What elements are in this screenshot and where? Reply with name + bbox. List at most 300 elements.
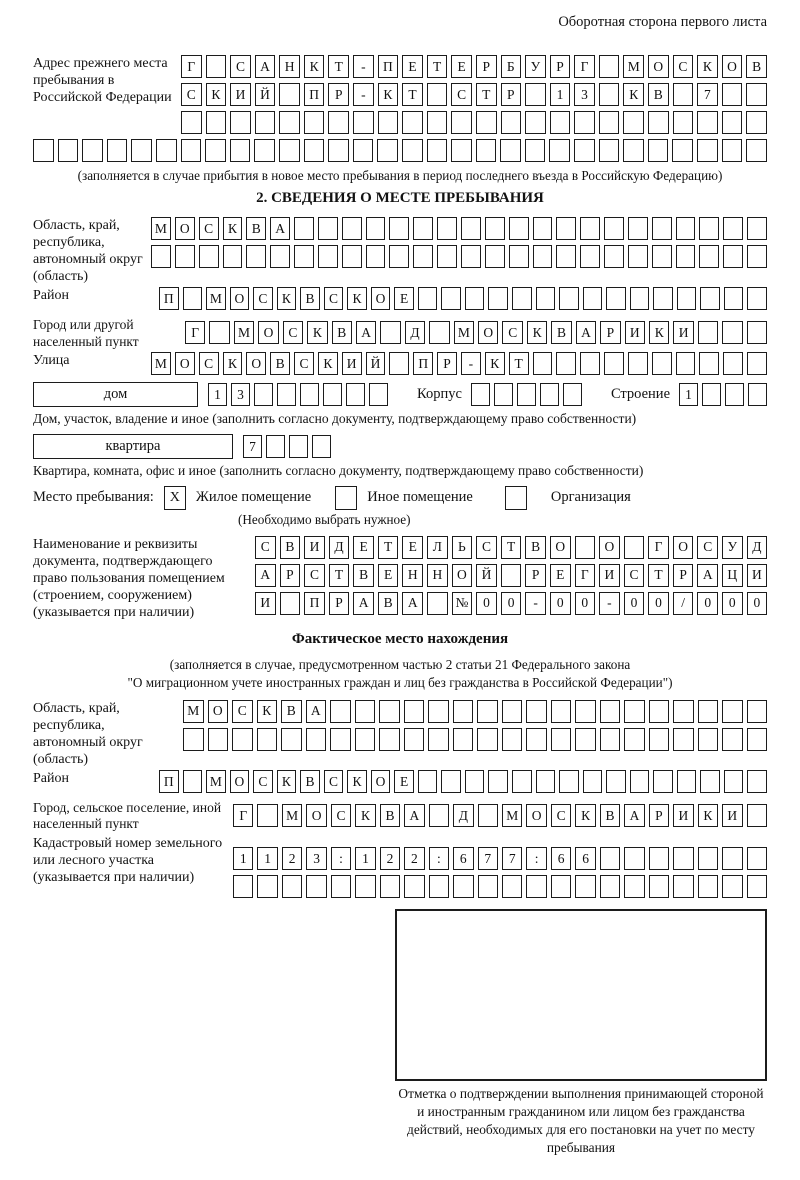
region-block xyxy=(33,217,767,285)
char-cell: С xyxy=(199,217,219,240)
char-cell xyxy=(599,139,620,162)
char-cell xyxy=(673,847,693,870)
char-cell xyxy=(208,728,229,751)
char-cell xyxy=(413,217,433,240)
char-row xyxy=(185,321,767,344)
char-cell xyxy=(599,111,620,134)
char-cell xyxy=(175,245,195,268)
char-cell xyxy=(624,875,644,898)
char-cell: В xyxy=(246,217,266,240)
char-cell: С xyxy=(502,321,522,344)
char-cell xyxy=(453,700,474,723)
char-cell xyxy=(257,875,277,898)
char-cell xyxy=(404,728,425,751)
char-cell: : xyxy=(429,847,449,870)
char-cell: М xyxy=(206,287,226,310)
char-cell: О xyxy=(648,55,669,78)
char-cell xyxy=(437,245,457,268)
actual-location-title: Фактическое место нахождения xyxy=(291,630,509,647)
char-row xyxy=(233,804,767,827)
char-cell xyxy=(652,245,672,268)
actual-district-block xyxy=(33,770,767,798)
char-cell xyxy=(747,804,767,827)
char-cell: Н xyxy=(427,564,448,587)
stay-type-row xyxy=(33,486,767,510)
char-cell: М xyxy=(282,804,302,827)
char-cell: К xyxy=(277,770,297,793)
char-cell xyxy=(509,217,529,240)
char-cell: Р xyxy=(600,321,620,344)
char-cell xyxy=(232,728,253,751)
char-cell xyxy=(183,728,204,751)
char-cell: И xyxy=(599,564,620,587)
char-cell xyxy=(254,139,275,162)
char-cell: О xyxy=(246,352,266,375)
char-cell: Й xyxy=(366,352,386,375)
char-cell: У xyxy=(525,55,546,78)
char-cell: В xyxy=(281,700,302,723)
char-cell: И xyxy=(255,592,276,615)
char-cell xyxy=(413,245,433,268)
char-cell: О xyxy=(478,321,498,344)
char-cell: М xyxy=(454,321,474,344)
char-cell xyxy=(380,321,400,344)
char-cell: Д xyxy=(453,804,473,827)
section2-title: 2. СВЕДЕНИЯ О МЕСТЕ ПРЕБЫВАНИЯ xyxy=(256,190,544,207)
char-cell: Е xyxy=(394,287,414,310)
char-cell: К xyxy=(378,83,399,106)
char-cell: О xyxy=(526,804,546,827)
char-cell xyxy=(402,111,423,134)
prev-address-block xyxy=(33,55,767,139)
char-cell xyxy=(418,287,438,310)
house-number-cells xyxy=(208,383,388,406)
char-cell xyxy=(623,139,644,162)
char-cell xyxy=(580,245,600,268)
char-cell xyxy=(465,287,485,310)
char-cell xyxy=(526,700,547,723)
char-cell xyxy=(725,383,744,406)
char-cell: М xyxy=(183,700,204,723)
char-cell xyxy=(206,55,227,78)
char-cell xyxy=(722,700,743,723)
char-cell: С xyxy=(324,770,344,793)
char-cell: П xyxy=(159,770,179,793)
char-cell: Ь xyxy=(452,536,473,559)
char-cell: - xyxy=(461,352,481,375)
char-cell xyxy=(478,804,498,827)
char-cell: И xyxy=(230,83,251,106)
char-cell: Р xyxy=(501,83,522,106)
char-row xyxy=(181,55,767,78)
char-cell: Т xyxy=(501,536,522,559)
char-cell xyxy=(649,847,669,870)
char-cell: С xyxy=(624,564,645,587)
char-cell xyxy=(747,352,767,375)
char-cell xyxy=(722,321,742,344)
actual-district-label: Район xyxy=(33,770,69,786)
char-cell xyxy=(526,875,546,898)
char-cell: К xyxy=(355,804,375,827)
char-cell: 0 xyxy=(476,592,497,615)
char-cell xyxy=(724,287,744,310)
char-cell: О xyxy=(208,700,229,723)
char-cell xyxy=(389,352,409,375)
char-cell xyxy=(270,245,290,268)
char-cell xyxy=(723,245,743,268)
char-cell xyxy=(306,875,326,898)
char-cell xyxy=(318,245,338,268)
char-cell xyxy=(746,83,767,106)
char-cell: К xyxy=(347,770,367,793)
stroenie-cells xyxy=(679,383,767,406)
char-cell xyxy=(82,139,103,162)
char-cell: К xyxy=(257,700,278,723)
char-cell: 7 xyxy=(478,847,498,870)
char-cell xyxy=(437,217,457,240)
char-cell: Р xyxy=(329,592,350,615)
char-cell: С xyxy=(181,83,202,106)
house-type-box: дом xyxy=(33,382,198,407)
char-cell xyxy=(366,245,386,268)
char-cell xyxy=(700,770,720,793)
char-cell: С xyxy=(331,804,351,827)
char-cell xyxy=(342,245,362,268)
char-cell xyxy=(353,139,374,162)
char-cell xyxy=(379,728,400,751)
char-cell xyxy=(181,139,202,162)
char-cell: С xyxy=(232,700,253,723)
char-cell xyxy=(233,875,253,898)
char-cell xyxy=(747,847,767,870)
char-cell: О xyxy=(230,287,250,310)
char-cell xyxy=(698,321,718,344)
char-cell: К xyxy=(223,352,243,375)
char-cell: О xyxy=(371,287,391,310)
char-cell: М xyxy=(234,321,254,344)
char-cell xyxy=(429,804,449,827)
char-cell xyxy=(389,217,409,240)
char-cell: И xyxy=(673,321,693,344)
char-cell xyxy=(280,592,301,615)
char-cell: П xyxy=(304,83,325,106)
char-cell xyxy=(471,383,490,406)
char-cell: Д xyxy=(329,536,350,559)
char-cell: К xyxy=(697,55,718,78)
char-cell: А xyxy=(255,564,276,587)
char-cell xyxy=(282,875,302,898)
char-cell xyxy=(648,139,669,162)
actual-location-note xyxy=(33,656,767,692)
actual-note-line1: (заполняется в случае, предусмотренном частью 2 статьи 21 Федерального закона xyxy=(169,656,631,672)
char-cell xyxy=(488,287,508,310)
char-cell xyxy=(330,728,351,751)
actual-region-label: Область, край, республика, автономный округ (область) xyxy=(33,700,143,767)
char-cell xyxy=(306,728,327,751)
stay-type-note: (Необходимо выбрать нужное) xyxy=(238,511,411,527)
char-cell: А xyxy=(576,321,596,344)
char-cell xyxy=(628,217,648,240)
char-cell: Г xyxy=(185,321,205,344)
char-cell: Б xyxy=(501,55,522,78)
char-cell: С xyxy=(476,536,497,559)
char-cell: Г xyxy=(575,564,596,587)
char-cell xyxy=(366,217,386,240)
char-cell xyxy=(698,700,719,723)
char-cell: М xyxy=(502,804,522,827)
char-cell xyxy=(451,139,472,162)
char-cell xyxy=(724,770,744,793)
char-cell xyxy=(526,728,547,751)
char-cell xyxy=(559,770,579,793)
cadastral-label: Кадастровый номер земельного или лесного участка (указывается при наличии) xyxy=(33,835,223,885)
char-cell xyxy=(628,245,648,268)
char-cell xyxy=(342,217,362,240)
char-cell xyxy=(257,728,278,751)
char-cell: 3 xyxy=(574,83,595,106)
char-cell xyxy=(630,770,650,793)
char-cell: Р xyxy=(437,352,457,375)
char-cell: И xyxy=(342,352,362,375)
char-cell: К xyxy=(623,83,644,106)
char-cell xyxy=(747,728,768,751)
street-block xyxy=(33,352,767,380)
char-cell: А xyxy=(353,592,374,615)
char-cell xyxy=(556,352,576,375)
char-cell: Е xyxy=(402,536,423,559)
char-cell: 0 xyxy=(722,592,743,615)
char-cell: 7 xyxy=(697,83,718,106)
char-cell: 7 xyxy=(502,847,522,870)
char-cell xyxy=(747,287,767,310)
char-cell xyxy=(580,217,600,240)
char-cell: : xyxy=(331,847,351,870)
char-cell: В xyxy=(353,564,374,587)
char-cell: И xyxy=(304,536,325,559)
char-cell: О xyxy=(550,536,571,559)
char-cell: А xyxy=(404,804,424,827)
char-cell xyxy=(630,287,650,310)
stroenie-label: Строение xyxy=(610,386,670,403)
char-cell xyxy=(331,875,351,898)
char-cell xyxy=(748,383,767,406)
confirmation-stamp-box xyxy=(395,909,767,1081)
char-cell xyxy=(525,111,546,134)
char-cell xyxy=(428,700,449,723)
char-cell: О xyxy=(452,564,473,587)
char-cell: В xyxy=(332,321,352,344)
char-cell xyxy=(183,770,203,793)
char-cell xyxy=(652,352,672,375)
char-cell xyxy=(277,383,296,406)
char-cell xyxy=(747,700,768,723)
char-cell xyxy=(533,352,553,375)
char-cell xyxy=(604,245,624,268)
house-row xyxy=(33,382,767,407)
char-cell: Г xyxy=(233,804,253,827)
checkbox-organization xyxy=(505,486,527,510)
char-cell: О xyxy=(722,55,743,78)
char-cell xyxy=(649,728,670,751)
prev-address-label: Адрес прежнего места пребывания в Российской Федерации xyxy=(33,56,172,106)
char-cell xyxy=(722,875,742,898)
char-row xyxy=(255,536,767,559)
char-row xyxy=(151,217,767,240)
char-cell xyxy=(604,217,624,240)
char-cell xyxy=(255,111,276,134)
char-cell xyxy=(700,287,720,310)
char-cell xyxy=(502,700,523,723)
char-cell: А xyxy=(356,321,376,344)
char-cell xyxy=(676,352,696,375)
char-cell xyxy=(461,245,481,268)
char-cell xyxy=(427,83,448,106)
char-cell: М xyxy=(151,352,171,375)
char-cell xyxy=(525,139,546,162)
char-cell xyxy=(478,875,498,898)
char-cell xyxy=(402,139,423,162)
char-cell xyxy=(624,536,645,559)
char-cell: В xyxy=(280,536,301,559)
korpus-cells xyxy=(471,383,582,406)
char-cell xyxy=(294,245,314,268)
char-cell xyxy=(551,875,571,898)
char-cell xyxy=(722,728,743,751)
stay-type-label: Место пребывания: xyxy=(33,489,154,505)
char-cell: П xyxy=(378,55,399,78)
char-cell: Е xyxy=(451,55,472,78)
char-cell xyxy=(346,383,365,406)
char-cell xyxy=(304,111,325,134)
char-cell xyxy=(33,139,54,162)
char-cell xyxy=(199,245,219,268)
char-cell: О xyxy=(673,536,694,559)
char-cell xyxy=(441,770,461,793)
char-cell: Т xyxy=(427,55,448,78)
char-cell xyxy=(441,287,461,310)
char-cell xyxy=(677,770,697,793)
char-cell: 0 xyxy=(550,592,571,615)
char-cell xyxy=(575,700,596,723)
char-cell: Р xyxy=(476,55,497,78)
prev-address-overflow-row xyxy=(33,139,767,162)
char-cell: 1 xyxy=(233,847,253,870)
char-cell xyxy=(649,875,669,898)
char-cell: К xyxy=(527,321,547,344)
char-cell: В xyxy=(378,592,399,615)
char-cell xyxy=(747,770,767,793)
char-cell xyxy=(623,111,644,134)
char-cell xyxy=(279,83,300,106)
char-cell xyxy=(536,770,556,793)
char-cell: С xyxy=(294,352,314,375)
city-block xyxy=(33,317,767,350)
char-cell: Ц xyxy=(722,564,743,587)
district-block xyxy=(33,287,767,315)
char-cell xyxy=(652,217,672,240)
char-cell xyxy=(266,435,285,458)
char-cell xyxy=(606,287,626,310)
char-cell: Т xyxy=(476,83,497,106)
char-cell xyxy=(485,217,505,240)
char-cell xyxy=(533,245,553,268)
prev-address-note: (заполняется в случае прибытия в новое место пребывания в период последнего въезда в Российскую Федерацию) xyxy=(77,168,723,183)
char-cell: П xyxy=(159,287,179,310)
char-cell xyxy=(205,139,226,162)
char-cell xyxy=(404,700,425,723)
char-cell xyxy=(574,111,595,134)
char-cell xyxy=(257,804,277,827)
char-cell xyxy=(698,847,718,870)
char-cell xyxy=(575,728,596,751)
char-cell: 3 xyxy=(306,847,326,870)
char-cell: 6 xyxy=(575,847,595,870)
char-cell: Р xyxy=(328,83,349,106)
char-cell xyxy=(294,217,314,240)
char-cell: Т xyxy=(329,564,350,587)
char-cell xyxy=(722,139,743,162)
char-cell xyxy=(677,287,697,310)
char-cell xyxy=(575,875,595,898)
char-cell xyxy=(556,245,576,268)
char-cell xyxy=(606,770,626,793)
char-cell xyxy=(697,111,718,134)
char-cell: 3 xyxy=(231,383,250,406)
char-cell xyxy=(427,139,448,162)
actual-region-block xyxy=(33,700,767,768)
char-cell: С xyxy=(199,352,219,375)
char-cell: Е xyxy=(353,536,374,559)
char-cell xyxy=(746,139,767,162)
char-cell: Д xyxy=(405,321,425,344)
title-document-label: Наименование и реквизиты документа, подтверждающего право пользования помещением (строением, сооружением) (указывается при наличии) xyxy=(33,536,225,620)
char-cell: Й xyxy=(255,83,276,106)
char-cell: К xyxy=(575,804,595,827)
char-cell: Р xyxy=(550,55,571,78)
char-cell: 1 xyxy=(550,83,571,106)
char-cell: 1 xyxy=(355,847,375,870)
char-cell xyxy=(377,139,398,162)
char-cell xyxy=(453,875,473,898)
char-cell: Е xyxy=(378,564,399,587)
city-label: Город или другой населенный пункт xyxy=(33,317,139,349)
char-cell: А xyxy=(624,804,644,827)
char-cell: Г xyxy=(181,55,202,78)
char-cell xyxy=(624,728,645,751)
char-cell xyxy=(428,728,449,751)
char-cell xyxy=(600,728,621,751)
char-cell xyxy=(672,139,693,162)
char-cell: О xyxy=(599,536,620,559)
char-cell xyxy=(747,875,767,898)
char-cell: К xyxy=(649,321,669,344)
char-row xyxy=(159,770,767,793)
char-cell xyxy=(58,139,79,162)
char-cell: 0 xyxy=(575,592,596,615)
char-cell xyxy=(583,287,603,310)
char-cell xyxy=(379,700,400,723)
char-cell: - xyxy=(599,592,620,615)
char-cell xyxy=(378,111,399,134)
char-cell: Т xyxy=(509,352,529,375)
char-cell: Т xyxy=(402,83,423,106)
char-row xyxy=(151,352,767,375)
char-cell xyxy=(722,83,743,106)
char-cell: В xyxy=(746,55,767,78)
char-cell xyxy=(501,564,522,587)
char-cell xyxy=(676,245,696,268)
char-cell xyxy=(353,111,374,134)
